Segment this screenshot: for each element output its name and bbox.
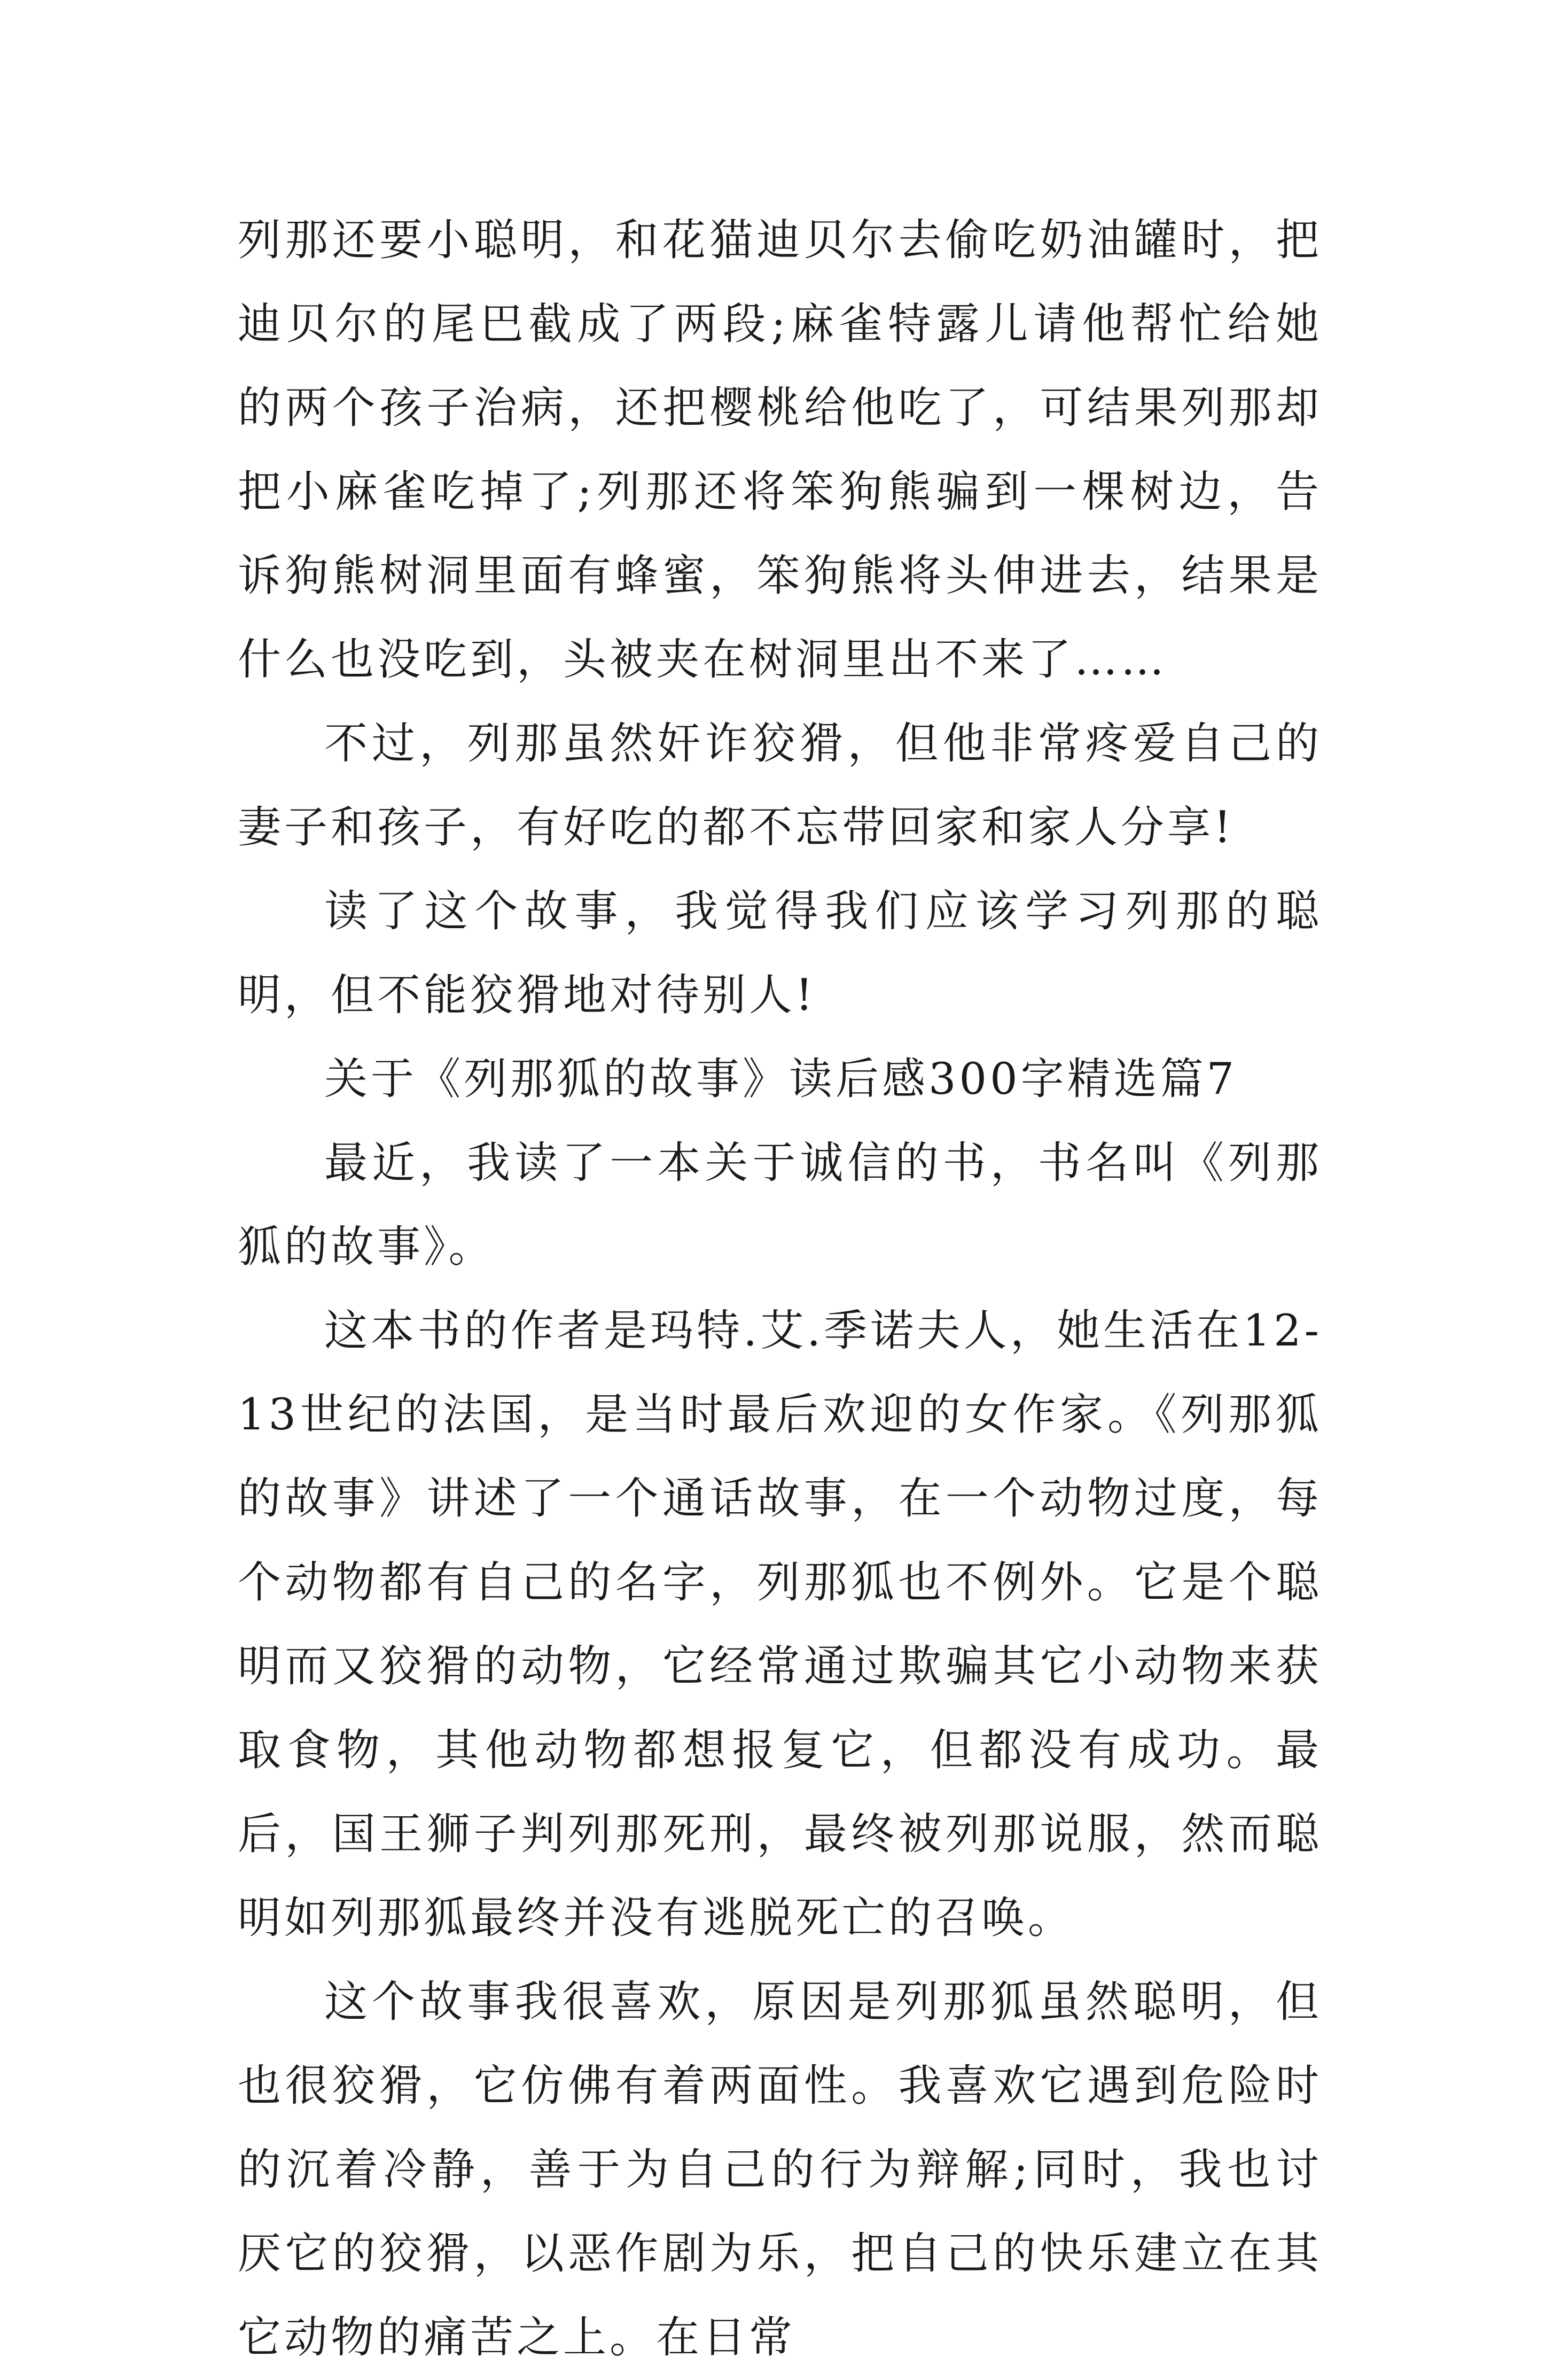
paragraph-5: 这本书的作者是玛特.艾.季诺夫人，她生活在12-13世纪的法国，是当时最后欢迎的女作家。《列那狐的故事》讲述了一个通话故事，在一个动物过度，每个动物都有自己的名字，列那狐也不例外。它是个聪明而又狡猾的动物，它经常通过欺骗其它小动物来获取食物，其他动物都想报复它，但都没有成功。最后，国王狮子判列那死刑，最终被列那说服，然而聪明如列那狐最终并没有逃脱死亡的召唤。 [238, 1306, 1322, 1943]
section-heading: 关于《列那狐的故事》读后感300字精选篇7 [324, 1054, 1238, 1105]
paragraph-4: 最近，我读了一本关于诚信的书，书名叫《列那狐的故事》。 [238, 1138, 1322, 1272]
paragraph-3: 读了这个故事，我觉得我们应该学习列那的聪明，但不能狡猾地对待别人! [238, 886, 1322, 1021]
paragraph-2: 不过，列那虽然奸诈狡猾，但他非常疼爱自己的妻子和孩子，有好吃的都不忘带回家和家人分享! [238, 719, 1322, 853]
paragraph-6: 这个故事我很喜欢，原因是列那狐虽然聪明，但也很狡猾，它仿佛有着两面性。我喜欢它遇到危险时的沉着冷静，善于为自己的行为辩解;同时，我也讨厌它的狡猾，以恶作剧为乐，把自己的快乐建立在其它动物的痛苦之上。在日常 [238, 1977, 1322, 2363]
body-text [238, 199, 1322, 2380]
paragraph-1: 列那还要小聪明，和花猫迪贝尔去偷吃奶油罐时，把迪贝尔的尾巴截成了两段;麻雀特露儿请他帮忙给她的两个孩子治病，还把樱桃给他吃了，可结果列那却把小麻雀吃掉了;列那还将笨狗熊骗到一棵树边，告诉狗熊树洞里面有蜂蜜，笨狗熊将头伸进去，结果是什么也没吃到，头被夹在树洞里出不来了…… [238, 215, 1322, 685]
